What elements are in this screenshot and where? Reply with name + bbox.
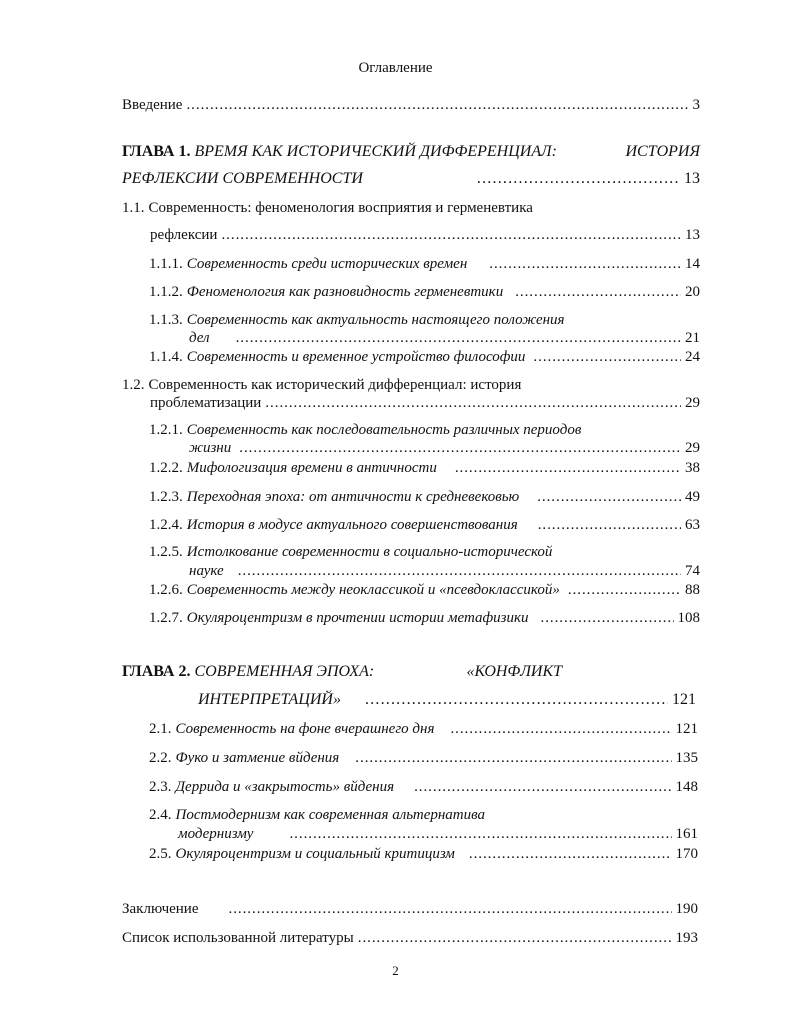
toc-section-1-2-line1[interactable] [122, 376, 700, 394]
section-number: 1.1. [122, 200, 145, 216]
toc-page-number: 63 [685, 517, 700, 533]
leader-dots [221, 226, 681, 244]
chapter-title-cont: РЕФЛЕКСИИ СОВРЕМЕННОСТИ [122, 170, 363, 187]
leader-dots [538, 516, 681, 534]
section-number: 1.1.2. [149, 284, 183, 300]
toc-subsection-1-1-3-line2[interactable] [189, 329, 700, 347]
section-number: 2.1. [149, 721, 172, 737]
toc-subsection-1-2-7[interactable] [149, 609, 700, 627]
section-title-cont: проблематизации [150, 395, 262, 411]
toc-section-2-4-line1[interactable] [149, 806, 698, 824]
leader-dots [186, 96, 688, 114]
toc-subsection-1-1-2[interactable] [149, 283, 700, 301]
toc-page-number: 193 [675, 930, 698, 946]
toc-page-number: 3 [692, 97, 700, 113]
section-number: 1.2.6. [149, 582, 183, 598]
leader-dots [238, 562, 681, 580]
section-number: 1.1.4. [149, 349, 183, 365]
toc-page-number: 49 [685, 489, 700, 505]
toc-page-number: 29 [685, 440, 700, 456]
section-title: История в модусе актуального совершенствования [186, 517, 518, 533]
toc-page-number: 135 [675, 750, 698, 766]
page-title: Оглавление [358, 60, 433, 76]
leader-dots [515, 283, 681, 301]
section-number: 2.4. [149, 807, 172, 823]
section-title: Современность среди исторических времен [186, 256, 468, 272]
toc-page-number: 161 [675, 826, 698, 842]
toc-page-number: 74 [685, 563, 700, 579]
leader-dots [289, 825, 671, 843]
section-title: Мифологизация времени в античности [186, 460, 437, 476]
section-number: 1.1.1. [149, 256, 183, 272]
leader-dots [450, 720, 671, 738]
toc-subsection-1-2-5-line1[interactable] [149, 543, 700, 561]
section-number: 2.3. [149, 779, 172, 795]
toc-page-number: 121 [672, 691, 696, 708]
leader-dots [537, 488, 681, 506]
section-title-cont: науке [189, 563, 224, 579]
toc-section-2-2[interactable] [149, 749, 698, 767]
section-title: Деррида и «закрытость» вйдения [175, 779, 395, 795]
toc-page-number: 121 [675, 721, 698, 737]
chapter-title-end: ИСТОРИЯ [625, 143, 700, 160]
toc-subsection-1-2-4[interactable] [149, 516, 700, 534]
leader-dots [568, 581, 681, 599]
toc-subsection-1-2-5-line2[interactable] [189, 562, 700, 580]
section-title: Современность на фоне вчерашнего дня [175, 721, 435, 737]
toc-chapter-1-line2[interactable] [122, 170, 700, 188]
toc-section-2-1[interactable] [149, 720, 698, 738]
section-title: Современность как актуальность настоящего положения [186, 312, 565, 328]
leader-dots [541, 609, 674, 627]
toc-section-2-3[interactable] [149, 778, 698, 796]
toc-page-number: 148 [675, 779, 698, 795]
toc-page-number: 24 [685, 349, 700, 365]
section-title: Фуко и затмение вйдения [175, 750, 340, 766]
toc-page-number: 170 [675, 846, 698, 862]
chapter-title-cont: ИНТЕРПРЕТАЦИЙ» [198, 691, 341, 708]
chapter-title: ВРЕМЯ КАК ИСТОРИЧЕСКИЙ ДИФФЕРЕНЦИАЛ: [194, 143, 557, 160]
toc-entry-intro[interactable] [122, 96, 700, 114]
toc-section-2-5[interactable] [149, 845, 698, 863]
section-number: 1.2.7. [149, 610, 183, 626]
section-title-cont: жизни [189, 440, 232, 456]
section-number: 1.2.5. [149, 544, 183, 560]
toc-entry-label: Заключение [122, 901, 199, 917]
leader-dots [469, 845, 672, 863]
toc-page-number: 190 [675, 901, 698, 917]
toc-entry-bibliography[interactable] [122, 929, 698, 947]
leader-dots [239, 439, 681, 457]
toc-subsection-1-2-2[interactable] [149, 459, 700, 477]
leader-dots [489, 255, 681, 273]
section-title-cont: дел [189, 330, 210, 346]
leader-dots [236, 329, 681, 347]
chapter-label: ГЛАВА 1. [122, 143, 191, 160]
section-title: Окуляроцентризм и социальный критицизм [175, 846, 455, 862]
toc-section-1-1-line2[interactable] [150, 226, 700, 244]
leader-dots [365, 691, 668, 709]
toc-chapter-1-line1[interactable] [122, 143, 700, 161]
toc-chapter-2-line1[interactable] [122, 663, 562, 681]
section-title: Современность как исторический дифференциал: история [148, 377, 522, 393]
toc-page-number: 38 [685, 460, 700, 476]
chapter-title-end: «КОНФЛИКТ [466, 663, 562, 680]
leader-dots [229, 900, 672, 918]
chapter-label: ГЛАВА 2. [122, 663, 191, 680]
section-title: Современность: феноменология восприятия и герменевтика [148, 200, 533, 216]
toc-chapter-2-line2[interactable] [198, 691, 696, 709]
toc-page-number: 108 [677, 610, 700, 626]
leader-dots [533, 348, 681, 366]
section-number: 1.2.1. [149, 422, 183, 438]
leader-dots [265, 394, 681, 412]
toc-entry-label: Список использованной литературы [122, 930, 354, 946]
leader-dots [414, 778, 671, 796]
toc-entry-label: Введение [122, 97, 183, 113]
section-title: Переходная эпоха: от античности к средневековью [186, 489, 520, 505]
leader-dots [455, 459, 681, 477]
section-title: Современность между неоклассикой и «псевдоклассикой» [186, 582, 560, 598]
section-number: 2.5. [149, 846, 172, 862]
toc-section-1-2-line2[interactable] [150, 394, 700, 412]
section-number: 1.2.4. [149, 517, 183, 533]
toc-page-number: 88 [685, 582, 700, 598]
toc-subsection-1-2-3[interactable] [149, 488, 700, 506]
section-number: 1.2.3. [149, 489, 183, 505]
toc-page-number: 29 [685, 395, 700, 411]
section-number: 1.1.3. [149, 312, 183, 328]
section-title-cont: рефлексии [150, 227, 218, 243]
section-title: Феноменология как разновидность герменевтики [186, 284, 504, 300]
section-number: 1.2.2. [149, 460, 183, 476]
page-footer-number: 2 [392, 963, 399, 978]
toc-entry-conclusion[interactable] [122, 900, 698, 918]
leader-dots [358, 929, 672, 947]
toc-section-1-1-line1[interactable] [122, 199, 700, 217]
toc-section-2-4-line2[interactable] [178, 825, 698, 843]
section-number: 2.2. [149, 750, 172, 766]
section-title-cont: модернизму [178, 826, 254, 842]
toc-page-number: 21 [685, 330, 700, 346]
toc-subsection-1-1-1[interactable] [149, 255, 700, 273]
leader-dots [477, 170, 680, 188]
toc-subsection-1-2-1-line2[interactable] [189, 439, 700, 457]
toc-page-number: 20 [685, 284, 700, 300]
toc-subsection-1-2-6[interactable] [149, 581, 700, 599]
toc-page-number: 13 [685, 227, 700, 243]
section-title: Истолкование современности в социально-исторической [186, 544, 553, 560]
section-number: 1.2. [122, 377, 145, 393]
toc-subsection-1-2-1-line1[interactable] [149, 421, 700, 439]
section-title: Окуляроцентризм в прочтении истории метафизики [186, 610, 529, 626]
section-title: Современность как последовательность различных периодов [186, 422, 582, 438]
toc-subsection-1-1-3-line1[interactable] [149, 311, 700, 329]
toc-page-number: 13 [684, 170, 700, 187]
chapter-title: СОВРЕМЕННАЯ ЭПОХА: [194, 663, 375, 680]
section-title: Постмодернизм как современная альтернатива [175, 807, 486, 823]
toc-page-number: 14 [685, 256, 700, 272]
leader-dots [355, 749, 671, 767]
section-title: Современность и временное устройство философии [186, 349, 526, 365]
toc-subsection-1-1-4[interactable] [149, 348, 700, 366]
